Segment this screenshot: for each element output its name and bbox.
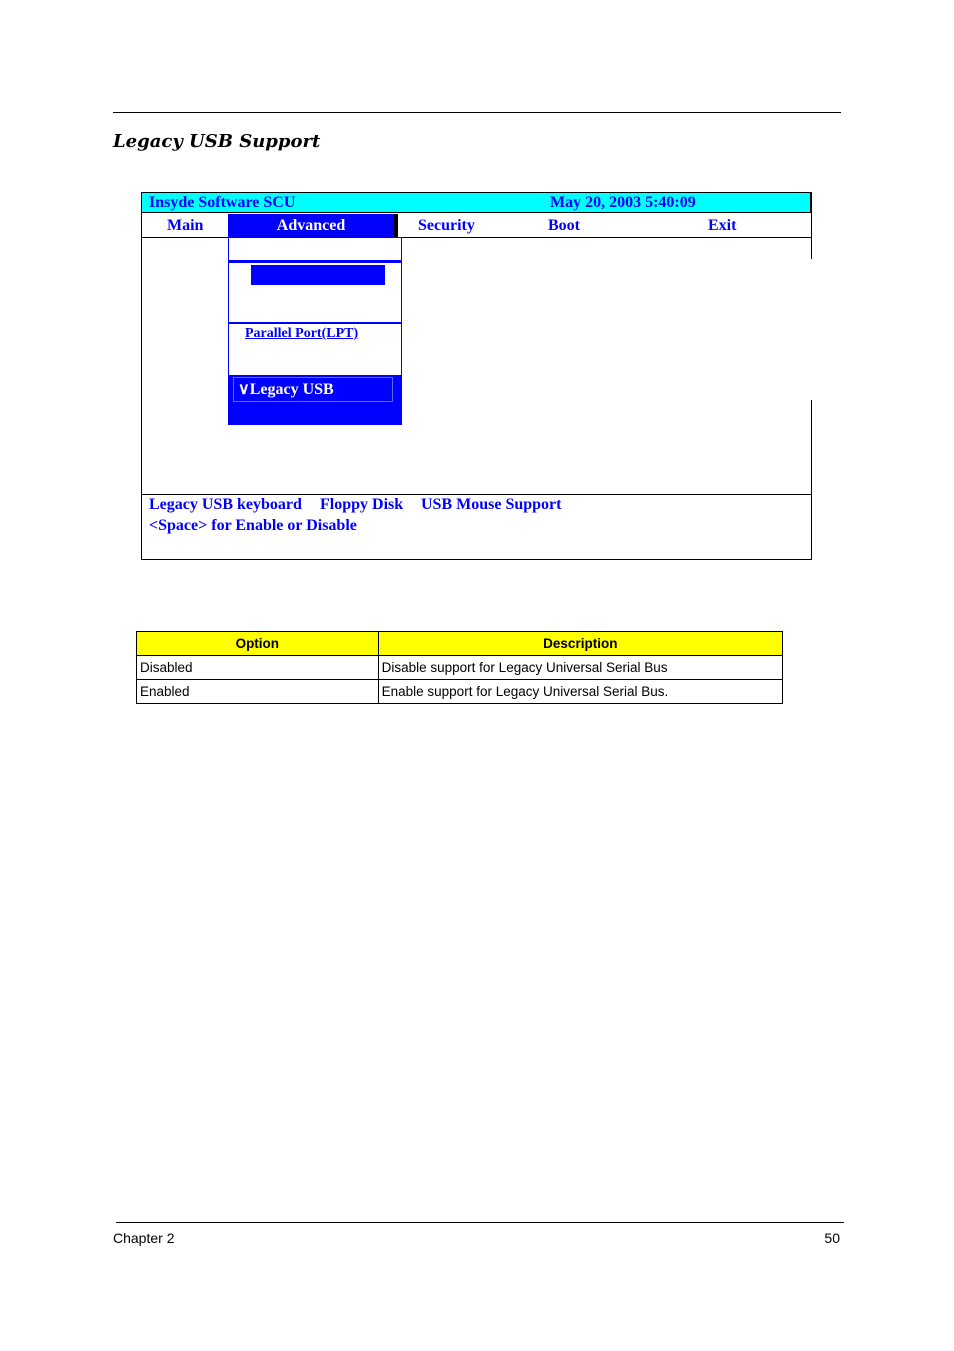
table-cell-option: Enabled [137,680,379,704]
bios-frame [811,192,812,259]
tab-security[interactable]: Security [418,217,475,234]
table-header-row [137,632,783,656]
bios-app-title: Insyde Software SCU [149,194,296,211]
dropdown-item-parallel-port[interactable]: Parallel Port(LPT) [245,326,359,341]
help-item-legacy-usb-keyboard: Legacy USB keyboard [149,496,302,513]
footer-page-number: 50 [824,1230,840,1246]
section-heading: Legacy USB Support [113,131,321,152]
table-header-description: Description [378,632,782,656]
tab-advanced[interactable]: Advanced [228,214,394,237]
bios-frame [141,192,142,559]
help-item-floppy-disk: Floppy Disk [320,496,404,513]
tab-exit[interactable]: Exit [708,217,737,234]
table-row [137,656,783,680]
bios-frame [141,559,812,560]
footer-chapter: Chapter 2 [113,1230,175,1246]
footer-rule [116,1222,844,1223]
table-header-option: Option [137,632,379,656]
help-divider [141,494,812,495]
advanced-dropdown-menu [228,237,402,425]
help-hint: <Space> for Enable or Disable [149,517,357,534]
tab-boot[interactable]: Boot [548,217,580,234]
bios-frame [811,400,812,559]
dropdown-panel [228,237,402,261]
table-cell-description: Enable support for Legacy Universal Serial Bus. [378,680,782,704]
tab-main[interactable]: Main [167,217,204,234]
dropdown-item-highlight[interactable] [251,265,385,285]
options-table [136,631,783,704]
bios-screen [141,192,811,559]
tab-divider [394,214,398,237]
top-rule [113,112,841,113]
dropdown-item-legacy-usb[interactable]: ∨Legacy USB [233,377,393,402]
table-cell-description: Disable support for Legacy Universal Serial Bus [378,656,782,680]
table-row [137,680,783,704]
help-item-usb-mouse-support: USB Mouse Support [421,496,562,513]
table-cell-option: Disabled [137,656,379,680]
bios-datetime: May 20, 2003 5:40:09 [550,194,696,211]
